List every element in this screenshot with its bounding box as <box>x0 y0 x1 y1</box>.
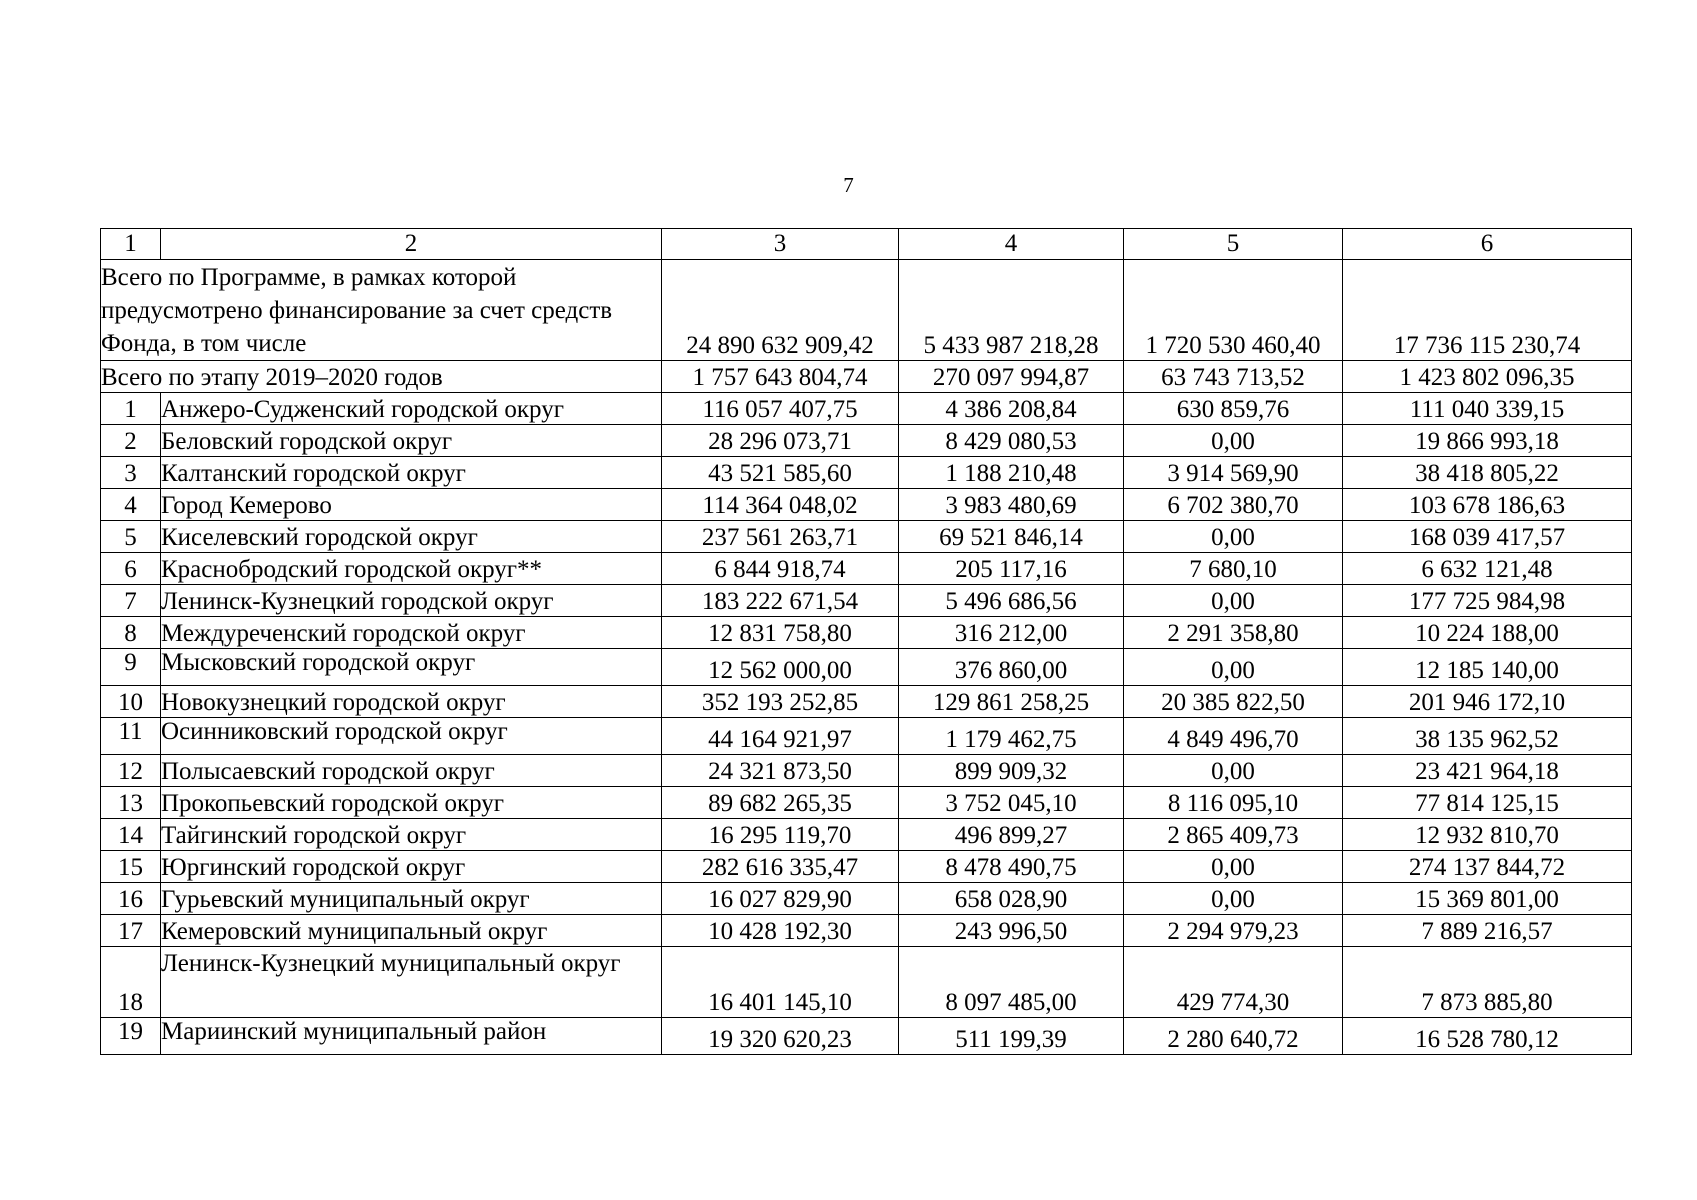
table-row <box>101 883 1632 915</box>
value-col-3: 43 521 585,60 <box>662 457 899 489</box>
table-row <box>101 819 1632 851</box>
value-col-5: 7 680,10 <box>1124 553 1343 585</box>
value-col-6: 7 889 216,57 <box>1343 915 1632 947</box>
value-col-4: 129 861 258,25 <box>899 686 1124 718</box>
value-col-3: 16 295 119,70 <box>662 819 899 851</box>
value-col-4: 658 028,90 <box>899 883 1124 915</box>
value-col-5: 8 116 095,10 <box>1124 787 1343 819</box>
value-col-3: 28 296 073,71 <box>662 425 899 457</box>
summary-value: 270 097 994,87 <box>899 361 1124 393</box>
value-col-5: 2 865 409,73 <box>1124 819 1343 851</box>
row-number: 1 <box>101 393 161 425</box>
table-row <box>101 686 1632 718</box>
value-col-3: 237 561 263,71 <box>662 521 899 553</box>
summary-label: Всего по этапу 2019–2020 годов <box>101 361 662 393</box>
row-number: 16 <box>101 883 161 915</box>
table-row <box>101 393 1632 425</box>
municipality-rows <box>101 393 1632 1055</box>
row-number: 7 <box>101 585 161 617</box>
municipality-name: Новокузнецкий городской округ <box>161 686 662 718</box>
value-col-5: 0,00 <box>1124 851 1343 883</box>
municipality-name: Мысковский городской округ <box>161 649 662 686</box>
value-col-3: 16 027 829,90 <box>662 883 899 915</box>
value-col-6: 177 725 984,98 <box>1343 585 1632 617</box>
value-col-5: 0,00 <box>1124 425 1343 457</box>
value-col-5: 2 294 979,23 <box>1124 915 1343 947</box>
summary-value: 1 720 530 460,40 <box>1124 260 1343 361</box>
value-col-5: 3 914 569,90 <box>1124 457 1343 489</box>
financing-table <box>100 228 1632 1055</box>
municipality-name: Прокопьевский городской округ <box>161 787 662 819</box>
value-col-6: 15 369 801,00 <box>1343 883 1632 915</box>
value-col-4: 1 179 462,75 <box>899 718 1124 755</box>
value-col-4: 8 097 485,00 <box>899 947 1124 1018</box>
municipality-name: Осинниковский городской округ <box>161 718 662 755</box>
value-col-4: 5 496 686,56 <box>899 585 1124 617</box>
row-number: 6 <box>101 553 161 585</box>
value-col-3: 282 616 335,47 <box>662 851 899 883</box>
row-number: 18 <box>101 947 161 1018</box>
value-col-4: 511 199,39 <box>899 1018 1124 1055</box>
row-number: 12 <box>101 755 161 787</box>
value-col-6: 12 185 140,00 <box>1343 649 1632 686</box>
value-col-3: 116 057 407,75 <box>662 393 899 425</box>
municipality-name: Беловский городской округ <box>161 425 662 457</box>
municipality-name: Кемеровский муниципальный округ <box>161 915 662 947</box>
value-col-5: 0,00 <box>1124 883 1343 915</box>
value-col-6: 12 932 810,70 <box>1343 819 1632 851</box>
value-col-3: 44 164 921,97 <box>662 718 899 755</box>
value-col-3: 6 844 918,74 <box>662 553 899 585</box>
municipality-name: Ленинск-Кузнецкий городской округ <box>161 585 662 617</box>
value-col-3: 16 401 145,10 <box>662 947 899 1018</box>
value-col-5: 0,00 <box>1124 649 1343 686</box>
value-col-6: 19 866 993,18 <box>1343 425 1632 457</box>
value-col-4: 899 909,32 <box>899 755 1124 787</box>
municipality-name: Ленинск-Кузнецкий муниципальный округ <box>161 947 662 1018</box>
table-row <box>101 585 1632 617</box>
column-number-row <box>101 229 1632 260</box>
value-col-5: 6 702 380,70 <box>1124 489 1343 521</box>
value-col-5: 2 291 358,80 <box>1124 617 1343 649</box>
summary-row-stage-total <box>101 361 1632 393</box>
municipality-name: Анжеро-Судженский городской округ <box>161 393 662 425</box>
value-col-3: 10 428 192,30 <box>662 915 899 947</box>
value-col-4: 4 386 208,84 <box>899 393 1124 425</box>
value-col-4: 69 521 846,14 <box>899 521 1124 553</box>
municipality-name: Гурьевский муниципальный округ <box>161 883 662 915</box>
value-col-3: 183 222 671,54 <box>662 585 899 617</box>
summary-label: Всего по Программе, в рамках которой предусмотрено финансирование за счет средств Фонда, в том числе <box>101 260 662 361</box>
value-col-4: 1 188 210,48 <box>899 457 1124 489</box>
municipality-name: Тайгинский городской округ <box>161 819 662 851</box>
row-number: 2 <box>101 425 161 457</box>
table-row <box>101 489 1632 521</box>
value-col-6: 77 814 125,15 <box>1343 787 1632 819</box>
table-row <box>101 649 1632 686</box>
value-col-6: 201 946 172,10 <box>1343 686 1632 718</box>
value-col-3: 12 562 000,00 <box>662 649 899 686</box>
value-col-6: 38 135 962,52 <box>1343 718 1632 755</box>
value-col-6: 23 421 964,18 <box>1343 755 1632 787</box>
value-col-5: 20 385 822,50 <box>1124 686 1343 718</box>
table-row <box>101 521 1632 553</box>
row-number: 8 <box>101 617 161 649</box>
row-number: 14 <box>101 819 161 851</box>
value-col-4: 3 983 480,69 <box>899 489 1124 521</box>
value-col-6: 10 224 188,00 <box>1343 617 1632 649</box>
row-number: 5 <box>101 521 161 553</box>
value-col-4: 3 752 045,10 <box>899 787 1124 819</box>
table-row <box>101 1018 1632 1055</box>
value-col-5: 429 774,30 <box>1124 947 1343 1018</box>
value-col-6: 38 418 805,22 <box>1343 457 1632 489</box>
table-row <box>101 755 1632 787</box>
row-number: 13 <box>101 787 161 819</box>
page-number: 7 <box>843 173 854 197</box>
value-col-5: 0,00 <box>1124 755 1343 787</box>
value-col-4: 316 212,00 <box>899 617 1124 649</box>
value-col-3: 89 682 265,35 <box>662 787 899 819</box>
column-number: 2 <box>161 229 662 260</box>
value-col-4: 243 996,50 <box>899 915 1124 947</box>
table-row <box>101 553 1632 585</box>
municipality-name: Мариинский муниципальный район <box>161 1018 662 1055</box>
row-number: 9 <box>101 649 161 686</box>
value-col-3: 24 321 873,50 <box>662 755 899 787</box>
value-col-4: 8 429 080,53 <box>899 425 1124 457</box>
table-row <box>101 915 1632 947</box>
value-col-3: 12 831 758,80 <box>662 617 899 649</box>
row-number: 19 <box>101 1018 161 1055</box>
value-col-5: 4 849 496,70 <box>1124 718 1343 755</box>
value-col-6: 16 528 780,12 <box>1343 1018 1632 1055</box>
summary-value: 5 433 987 218,28 <box>899 260 1124 361</box>
table-row <box>101 617 1632 649</box>
column-number: 1 <box>101 229 161 260</box>
table-row <box>101 718 1632 755</box>
municipality-name: Город Кемерово <box>161 489 662 521</box>
value-col-6: 6 632 121,48 <box>1343 553 1632 585</box>
value-col-3: 352 193 252,85 <box>662 686 899 718</box>
table-row <box>101 457 1632 489</box>
row-number: 4 <box>101 489 161 521</box>
summary-value: 1 423 802 096,35 <box>1343 361 1632 393</box>
column-number: 4 <box>899 229 1124 260</box>
value-col-6: 7 873 885,80 <box>1343 947 1632 1018</box>
value-col-4: 8 478 490,75 <box>899 851 1124 883</box>
municipality-name: Междуреченский городской округ <box>161 617 662 649</box>
value-col-6: 103 678 186,63 <box>1343 489 1632 521</box>
table-row <box>101 851 1632 883</box>
value-col-5: 0,00 <box>1124 521 1343 553</box>
summary-value: 1 757 643 804,74 <box>662 361 899 393</box>
municipality-name: Полысаевский городской округ <box>161 755 662 787</box>
value-col-3: 114 364 048,02 <box>662 489 899 521</box>
value-col-6: 111 040 339,15 <box>1343 393 1632 425</box>
municipality-name: Калтанский городской округ <box>161 457 662 489</box>
summary-value: 63 743 713,52 <box>1124 361 1343 393</box>
row-number: 11 <box>101 718 161 755</box>
column-number: 3 <box>662 229 899 260</box>
row-number: 17 <box>101 915 161 947</box>
value-col-3: 19 320 620,23 <box>662 1018 899 1055</box>
column-number: 5 <box>1124 229 1343 260</box>
value-col-4: 205 117,16 <box>899 553 1124 585</box>
value-col-4: 496 899,27 <box>899 819 1124 851</box>
value-col-6: 274 137 844,72 <box>1343 851 1632 883</box>
summary-value: 24 890 632 909,42 <box>662 260 899 361</box>
table-row <box>101 425 1632 457</box>
summary-row-program-total <box>101 260 1632 361</box>
row-number: 10 <box>101 686 161 718</box>
municipality-name: Краснобродский городской округ** <box>161 553 662 585</box>
municipality-name: Юргинский городской округ <box>161 851 662 883</box>
row-number: 15 <box>101 851 161 883</box>
row-number: 3 <box>101 457 161 489</box>
summary-value: 17 736 115 230,74 <box>1343 260 1632 361</box>
column-number: 6 <box>1343 229 1632 260</box>
municipality-name: Киселевский городской округ <box>161 521 662 553</box>
value-col-6: 168 039 417,57 <box>1343 521 1632 553</box>
value-col-5: 2 280 640,72 <box>1124 1018 1343 1055</box>
table-row <box>101 787 1632 819</box>
value-col-5: 0,00 <box>1124 585 1343 617</box>
value-col-5: 630 859,76 <box>1124 393 1343 425</box>
value-col-4: 376 860,00 <box>899 649 1124 686</box>
table-row <box>101 947 1632 1018</box>
